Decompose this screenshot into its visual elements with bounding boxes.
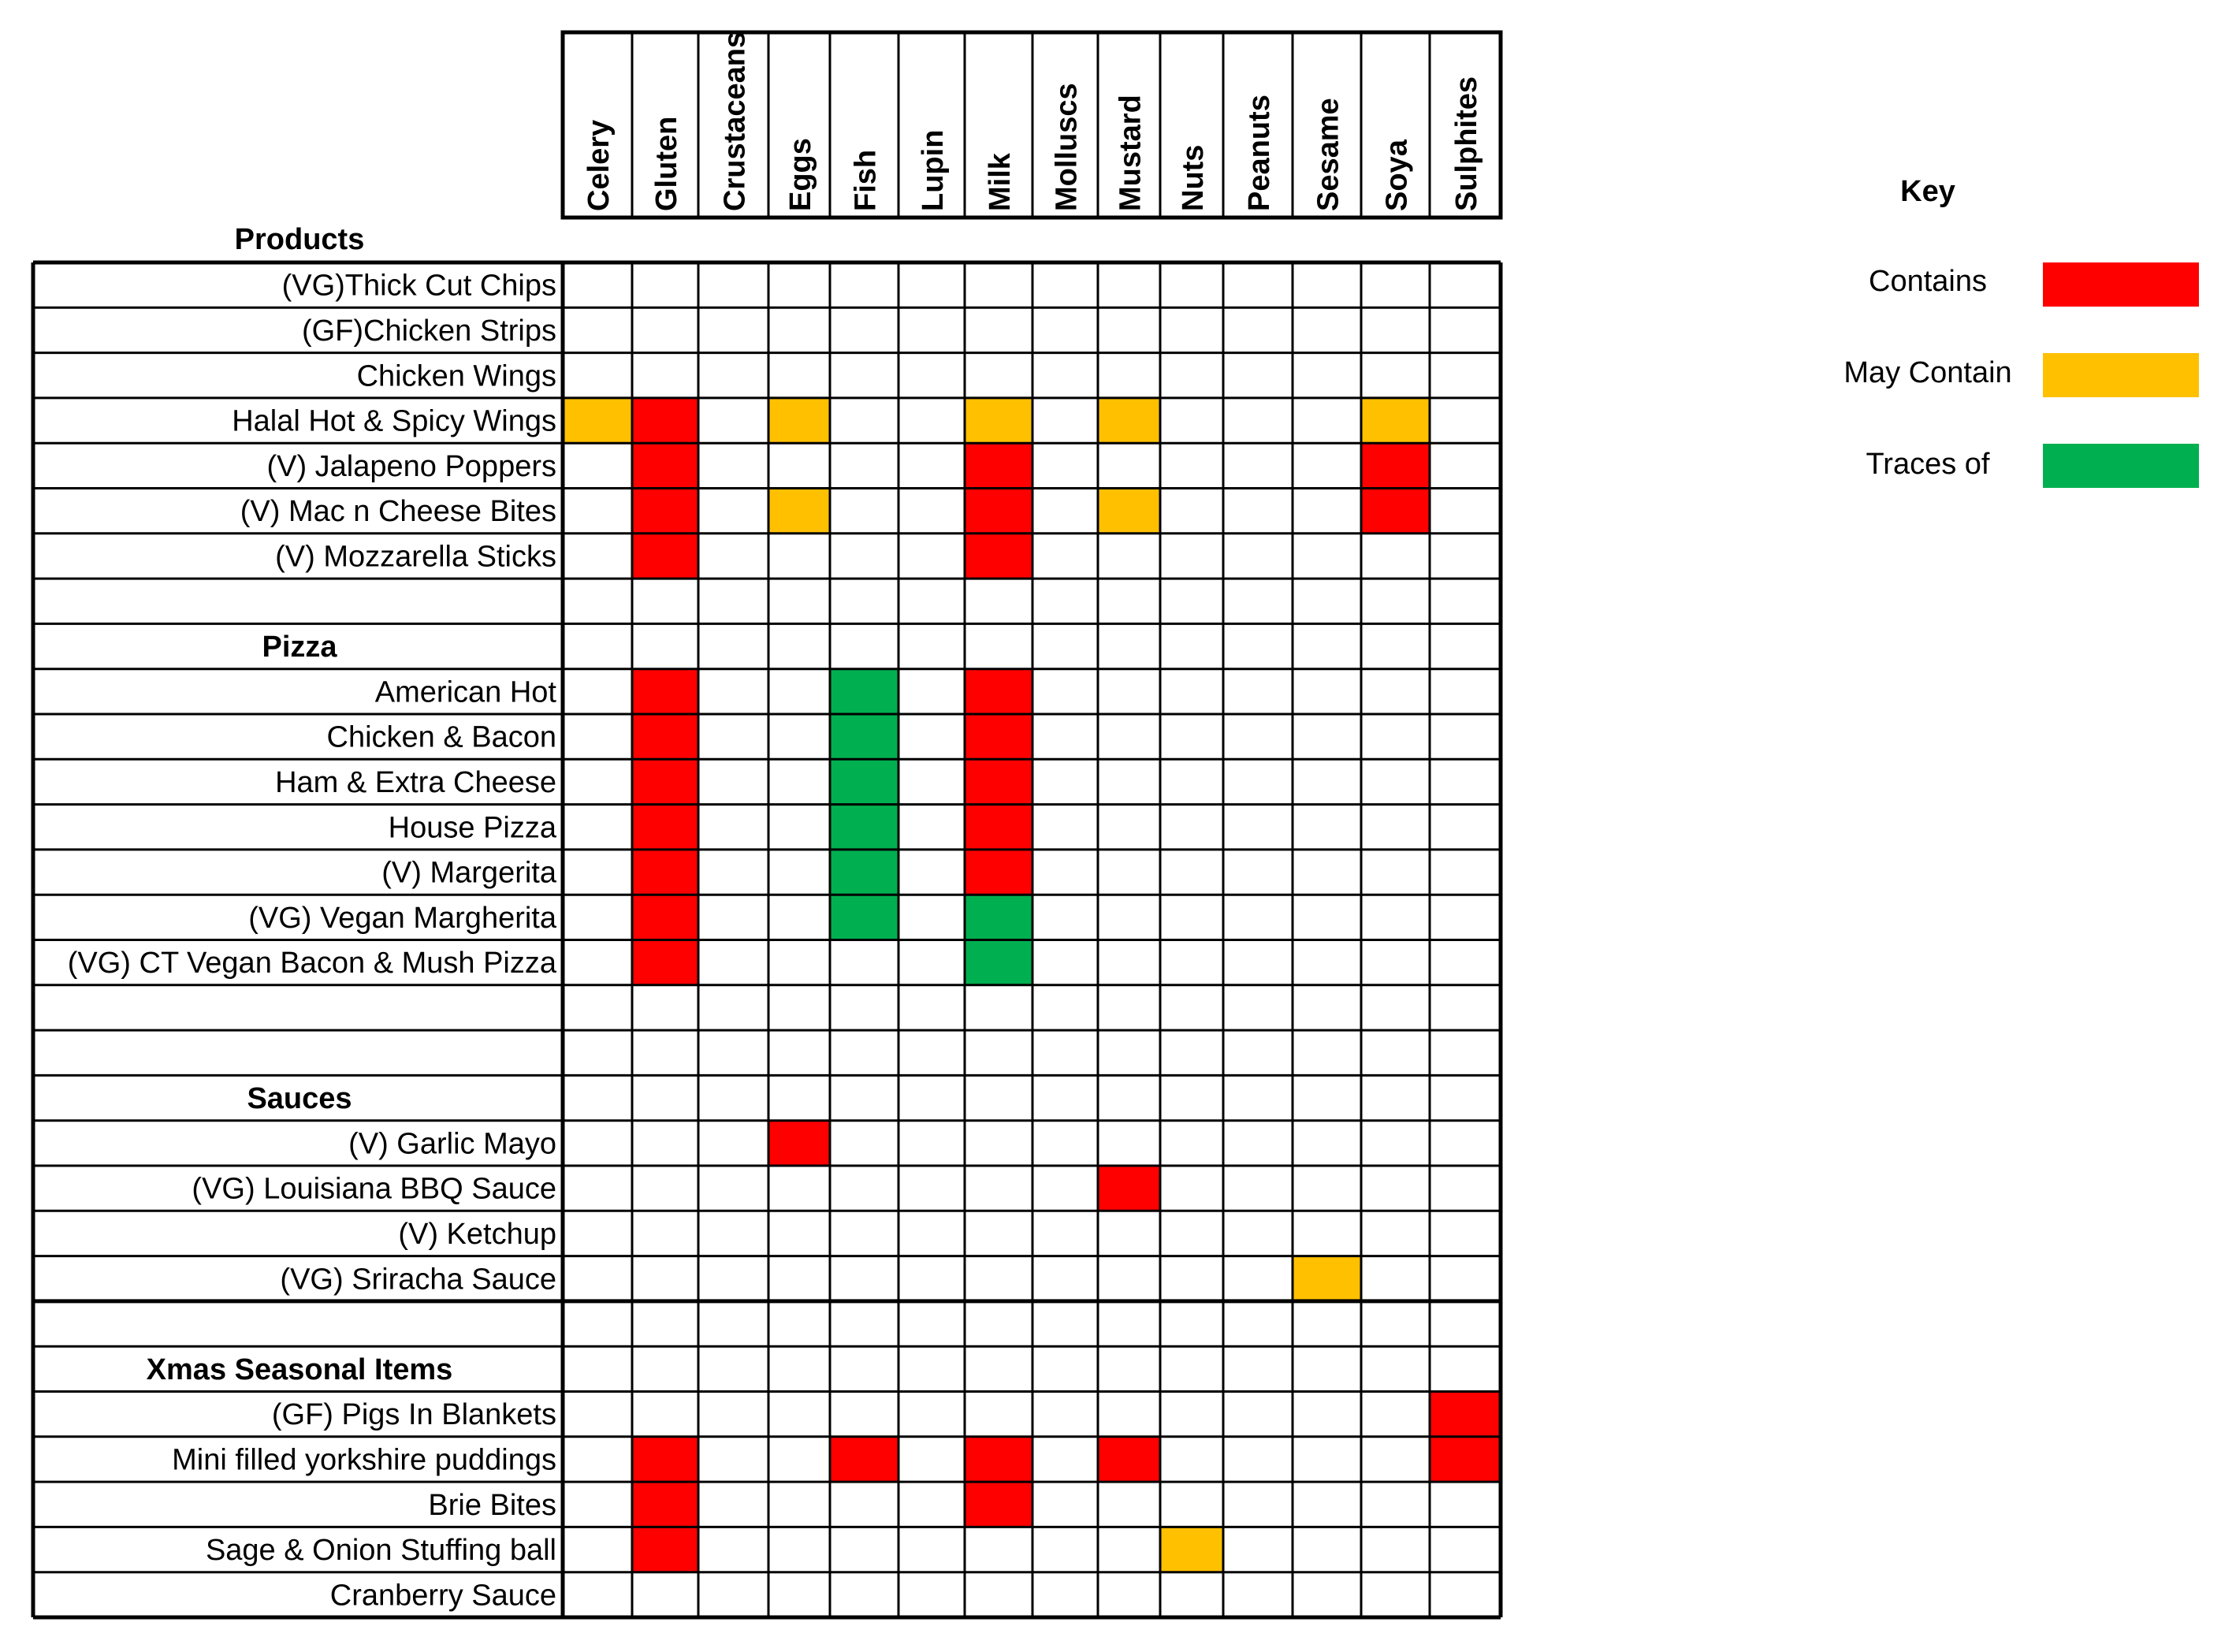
cell-contains-milk	[965, 759, 1032, 804]
cell-may-eggs	[768, 489, 830, 534]
key-label-traces-of: Traces of	[1866, 448, 1990, 481]
cell-contains-milk	[965, 534, 1032, 579]
product-label: (V) Mac n Cheese Bites	[240, 495, 556, 529]
allergen-header: Gluten	[650, 116, 683, 211]
allergen-header: Nuts	[1177, 144, 1210, 211]
cell-contains-gluten	[632, 1482, 698, 1527]
allergen-header: Molluscs	[1050, 83, 1084, 211]
product-label: (VG)Thick Cut Chips	[281, 269, 556, 303]
cell-contains-gluten	[632, 1527, 698, 1572]
cell-contains-soya	[1361, 489, 1430, 534]
cell-traces-fish	[830, 669, 898, 714]
product-label: Chicken & Bacon	[326, 720, 556, 754]
key-swatch-contains	[2043, 262, 2199, 307]
key-label-contains: Contains	[1869, 265, 1987, 298]
cell-contains-milk	[965, 805, 1032, 850]
cell-contains-milk	[965, 1482, 1032, 1527]
cell-contains-gluten	[632, 398, 698, 443]
cell-contains-milk	[965, 669, 1032, 714]
cell-contains-soya	[1361, 443, 1430, 488]
product-label: Cranberry Sauce	[329, 1579, 556, 1613]
cell-contains-gluten	[632, 714, 698, 759]
cell-contains-gluten	[632, 940, 698, 985]
product-label: Chicken Wings	[356, 359, 556, 393]
product-label: (VG) Sriracha Sauce	[280, 1263, 556, 1297]
product-label: (VG) CT Vegan Bacon & Mush Pizza	[67, 947, 556, 980]
cell-contains-eggs	[768, 1121, 830, 1166]
product-label: American Hot	[374, 675, 556, 709]
product-label: (VG) Vegan Margherita	[248, 901, 556, 935]
product-label: (V) Jalapeno Poppers	[266, 449, 556, 483]
allergen-header: Celery	[582, 119, 616, 211]
cell-contains-gluten	[632, 443, 698, 488]
product-label: (V) Ketchup	[398, 1217, 556, 1251]
product-label: (VG) Louisiana BBQ Sauce	[192, 1172, 556, 1206]
allergen-header: Soya	[1380, 140, 1414, 211]
cell-may-celery	[563, 398, 632, 443]
cell-traces-fish	[830, 850, 898, 895]
cell-traces-milk	[965, 895, 1032, 939]
cell-may-sesame	[1293, 1256, 1361, 1301]
cell-contains-gluten	[632, 1437, 698, 1482]
section-heading: Xmas Seasonal Items	[146, 1352, 453, 1386]
product-label: (GF)Chicken Strips	[301, 314, 556, 348]
cell-contains-gluten	[632, 805, 698, 850]
cell-contains-milk	[965, 714, 1032, 759]
cell-contains-sulphites	[1430, 1392, 1501, 1437]
section-heading: Sauces	[247, 1082, 352, 1116]
cell-contains-gluten	[632, 669, 698, 714]
cell-contains-milk	[965, 443, 1032, 488]
cell-may-mustard	[1098, 398, 1160, 443]
key-swatch-traces-of	[2043, 444, 2199, 488]
product-label: (V) Mozzarella Sticks	[275, 540, 556, 574]
cell-may-eggs	[768, 398, 830, 443]
allergen-header: Mustard	[1114, 95, 1148, 211]
cell-traces-fish	[830, 714, 898, 759]
cell-contains-mustard	[1098, 1437, 1160, 1482]
product-label: Ham & Extra Cheese	[275, 765, 556, 799]
allergen-header: Sesame	[1311, 98, 1345, 211]
allergen-header: Fish	[849, 149, 883, 211]
key-swatch-may-contain	[2043, 353, 2199, 397]
cell-contains-gluten	[632, 850, 698, 895]
allergen-header: Lupin	[917, 129, 950, 211]
cell-contains-sulphites	[1430, 1437, 1501, 1482]
key-title: Key	[1900, 175, 1955, 208]
cell-may-soya	[1361, 398, 1430, 443]
cell-may-mustard	[1098, 489, 1160, 534]
cell-contains-milk	[965, 850, 1032, 895]
product-label: Mini filled yorkshire puddings	[172, 1443, 556, 1477]
cell-contains-gluten	[632, 489, 698, 534]
cell-contains-fish	[830, 1437, 898, 1482]
cell-traces-fish	[830, 759, 898, 804]
cell-contains-milk	[965, 1437, 1032, 1482]
allergen-header: Sulphites	[1450, 76, 1483, 211]
cell-may-nuts	[1160, 1527, 1223, 1572]
product-label: (V) Garlic Mayo	[348, 1127, 556, 1161]
product-label: House Pizza	[388, 811, 556, 845]
cell-contains-gluten	[632, 534, 698, 579]
product-label: (V) Margerita	[381, 856, 556, 890]
products-heading: Products	[234, 223, 365, 256]
allergen-header: Eggs	[784, 138, 817, 211]
cell-contains-gluten	[632, 759, 698, 804]
allergen-header: Milk	[984, 153, 1017, 211]
key-label-may-contain: May Contain	[1843, 356, 2012, 389]
product-label: Sage & Onion Stuffing ball	[205, 1534, 556, 1568]
cell-may-milk	[965, 398, 1032, 443]
cell-contains-mustard	[1098, 1166, 1160, 1211]
cell-contains-milk	[965, 489, 1032, 534]
cell-traces-milk	[965, 940, 1032, 985]
product-label: (GF) Pigs In Blankets	[271, 1398, 556, 1432]
cell-contains-gluten	[632, 895, 698, 939]
cell-traces-fish	[830, 895, 898, 939]
product-label: Brie Bites	[428, 1488, 556, 1522]
allergen-header: Crustaceans	[718, 31, 752, 211]
allergen-header: Peanuts	[1243, 95, 1276, 211]
product-label: Halal Hot & Spicy Wings	[232, 404, 556, 438]
cell-traces-fish	[830, 805, 898, 850]
section-heading: Pizza	[262, 631, 337, 664]
